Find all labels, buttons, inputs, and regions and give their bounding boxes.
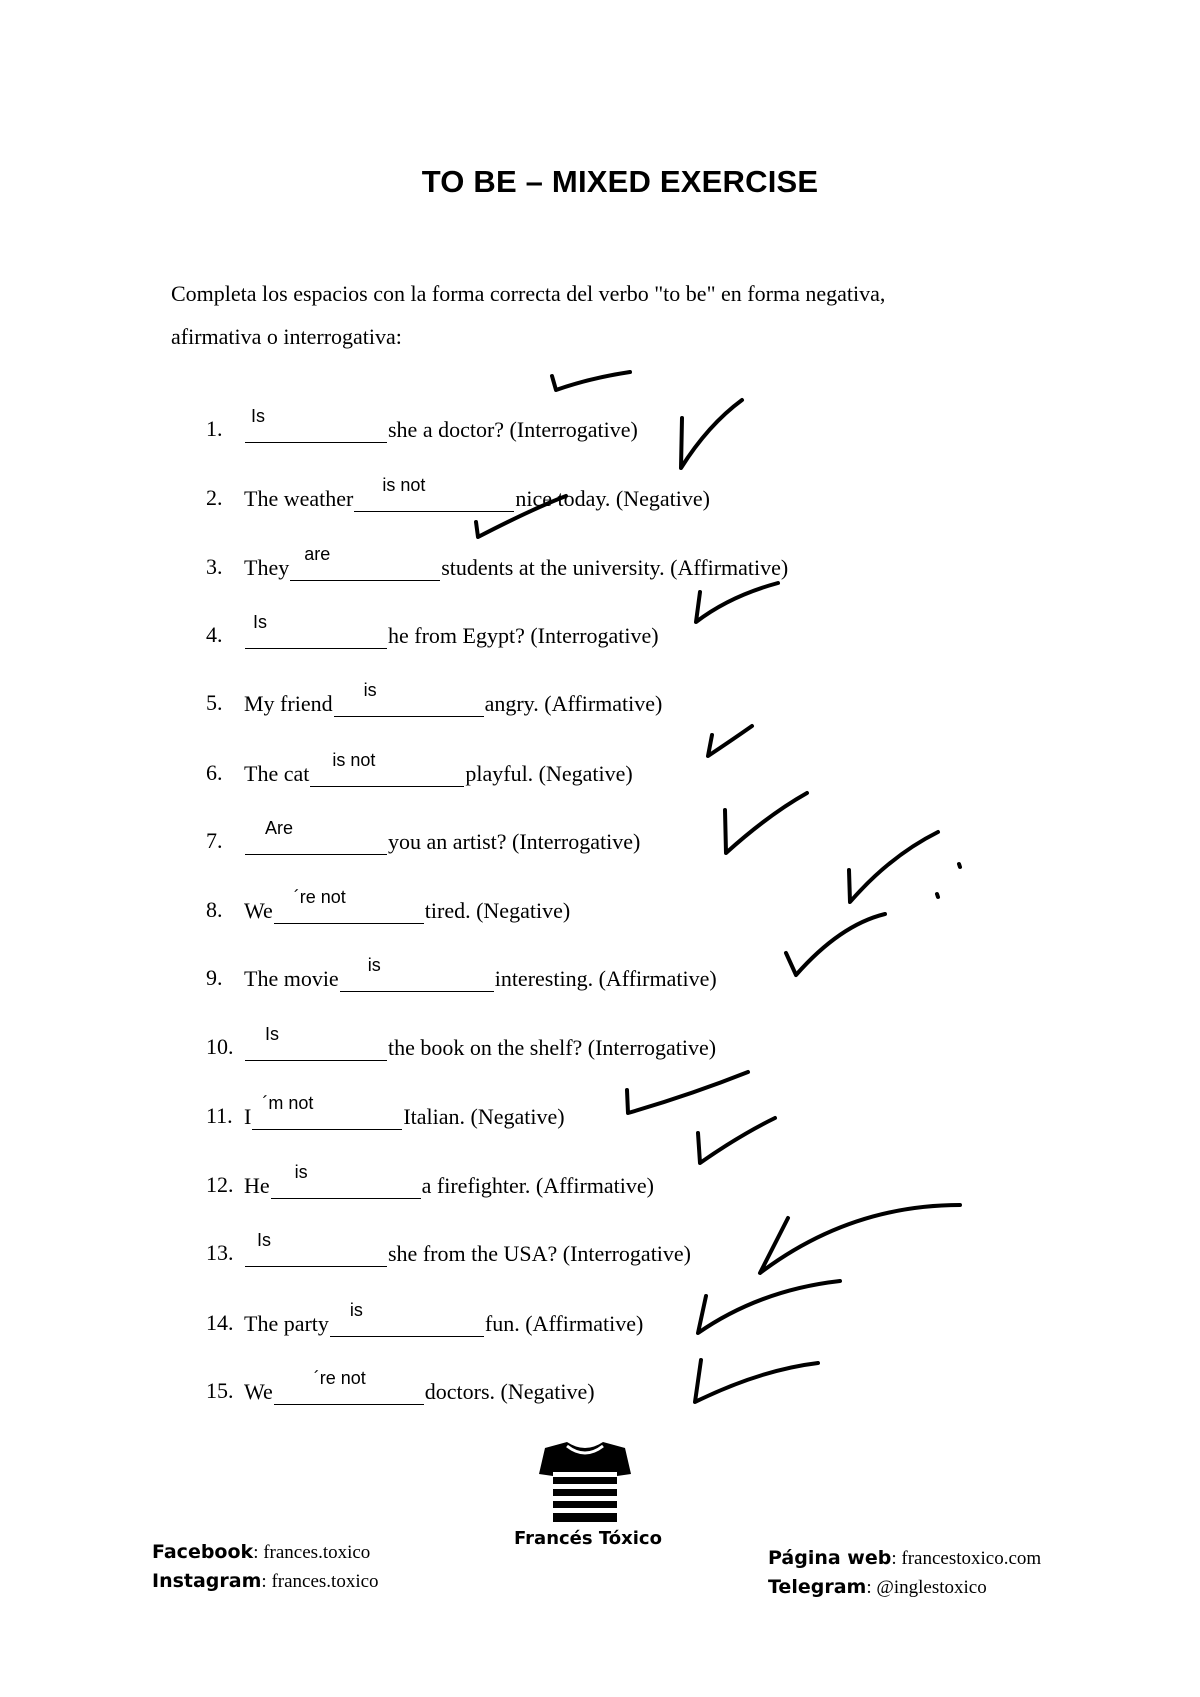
exercise-item [0, 820, 1200, 864]
answer-blank[interactable] [245, 818, 387, 855]
handwritten-answer: ´re not [313, 1368, 366, 1388]
exercise-text-before: The movie [244, 966, 339, 991]
exercise-text-before: The party [244, 1311, 329, 1336]
exercise-number: 9. [206, 965, 223, 990]
exercise-sentence [244, 818, 641, 855]
handwritten-answer: ´re not [293, 887, 346, 907]
exercise-number: 11. [206, 1103, 233, 1128]
exercise-number: 8. [206, 897, 223, 922]
answer-blank[interactable] [245, 406, 387, 443]
exercise-sentence [244, 475, 710, 512]
exercise-number: 14. [206, 1310, 234, 1335]
handwritten-answer: Is [257, 1230, 272, 1250]
exercise-item [0, 957, 1200, 1001]
brand-name: Francés Tóxico [514, 1528, 662, 1549]
answer-blank[interactable] [354, 475, 514, 512]
exercise-number: 7. [206, 828, 223, 853]
exercise-text-after: Italian. (Negative) [403, 1104, 565, 1129]
answer-blank[interactable] [245, 1230, 387, 1267]
exercise-number: 1. [206, 416, 223, 441]
exercise-text-after: nice today. (Negative) [515, 486, 710, 511]
exercise-text-after: a firefighter. (Affirmative) [421, 1173, 654, 1198]
exercise-text-after: doctors. (Negative) [424, 1379, 595, 1404]
handwritten-answer: Is [265, 1024, 280, 1044]
instagram-label: Instagram [152, 1570, 262, 1592]
exercise-number: 10. [206, 1034, 234, 1059]
exercise-sentence [244, 680, 663, 717]
instagram-value: frances.toxico [271, 1571, 379, 1592]
exercise-text-after: she from the USA? (Interrogative) [388, 1241, 692, 1266]
exercise-item [0, 408, 1200, 452]
handwritten-answer: is [367, 955, 381, 975]
exercise-number: 6. [206, 760, 223, 785]
handwritten-answer: is [363, 680, 377, 700]
exercise-item [0, 752, 1200, 796]
answer-blank[interactable] [340, 955, 494, 992]
footer-social-left: Facebook: frances.toxico Instagram: frances.toxico [152, 1541, 379, 1592]
web-label: Página web [768, 1547, 892, 1569]
handwritten-answer: is [294, 1162, 308, 1182]
answer-blank[interactable] [252, 1093, 402, 1130]
exercise-text-after: playful. (Negative) [465, 761, 633, 786]
exercise-text-before: We [244, 898, 273, 923]
exercise-number: 2. [206, 485, 223, 510]
instructions-line-2: afirmativa o interrogativa: [171, 324, 402, 349]
exercise-item [0, 1026, 1200, 1070]
footer-social-right: Página web: francestoxico.com Telegram: @inglestoxico [768, 1547, 1042, 1598]
exercise-item [0, 614, 1200, 658]
exercise-item [0, 682, 1200, 726]
instructions-line-1: Completa los espacios con la forma correcta del verbo "to be" en forma negativa, [171, 281, 886, 306]
exercise-sentence [244, 1024, 717, 1061]
handwritten-answer: is not [332, 750, 376, 770]
exercise-item [0, 1370, 1200, 1414]
exercise-sentence [244, 955, 717, 992]
exercise-text-after: tired. (Negative) [424, 898, 571, 923]
facebook-label: Facebook [152, 1541, 254, 1563]
exercise-sentence [244, 1162, 654, 1199]
exercise-sentence [244, 544, 789, 581]
answer-blank[interactable] [310, 750, 464, 787]
handwritten-answer: Are [265, 818, 294, 838]
exercise-sentence [244, 1300, 644, 1337]
exercise-item [0, 1095, 1200, 1139]
web-value: francestoxico.com [901, 1548, 1042, 1569]
handwritten-answer: is not [382, 475, 426, 495]
answer-blank[interactable] [290, 544, 440, 581]
exercise-sentence [244, 1230, 692, 1267]
exercise-item [0, 889, 1200, 933]
answer-blank[interactable] [274, 1368, 424, 1405]
exercise-text-after: he from Egypt? (Interrogative) [388, 623, 659, 648]
handwritten-answer: is [349, 1300, 363, 1320]
answer-blank[interactable] [245, 1024, 387, 1061]
handwritten-answer: are [304, 544, 331, 564]
handwritten-answer: Is [251, 406, 266, 426]
exercise-text-before: We [244, 1379, 273, 1404]
exercise-sentence [244, 406, 638, 443]
page-title: TO BE – MIXED EXERCISE [421, 164, 819, 199]
exercise-text-before: The cat [244, 761, 310, 786]
exercise-text-after: you an artist? (Interrogative) [388, 829, 641, 854]
exercise-item [0, 1164, 1200, 1208]
exercise-sentence [244, 1093, 565, 1130]
answer-blank[interactable] [271, 1162, 421, 1199]
exercise-text-before: The weather [244, 486, 354, 511]
answer-blank[interactable] [334, 680, 484, 717]
exercise-sentence [244, 1368, 595, 1405]
exercise-text-before: I [244, 1104, 252, 1129]
exercise-number: 13. [206, 1240, 234, 1265]
exercise-item [0, 1302, 1200, 1346]
exercise-text-after: angry. (Affirmative) [484, 691, 663, 716]
exercise-item [0, 546, 1200, 590]
exercise-text-after: interesting. (Affirmative) [494, 966, 717, 991]
exercise-text-after: fun. (Affirmative) [484, 1311, 644, 1336]
exercise-number: 15. [206, 1378, 234, 1403]
exercise-text-before: My friend [244, 691, 333, 716]
exercise-sentence [244, 750, 633, 787]
exercise-text-after: students at the university. (Affirmative) [441, 555, 789, 580]
telegram-label: Telegram [768, 1576, 867, 1598]
facebook-value: frances.toxico [263, 1542, 371, 1563]
exercise-text-before: They [244, 555, 290, 580]
answer-blank[interactable] [274, 887, 424, 924]
exercise-number: 4. [206, 622, 223, 647]
exercise-item [0, 1232, 1200, 1276]
telegram-value: @inglestoxico [876, 1577, 987, 1598]
handwritten-answer: Is [253, 612, 268, 632]
exercise-number: 12. [206, 1172, 234, 1197]
exercise-text-after: the book on the shelf? (Interrogative) [388, 1035, 717, 1060]
answer-blank[interactable] [245, 612, 387, 649]
exercise-text-after: she a doctor? (Interrogative) [388, 417, 638, 442]
handwritten-answer: ´m not [262, 1093, 314, 1113]
exercise-item [0, 477, 1200, 521]
exercise-number: 3. [206, 554, 223, 579]
exercise-sentence [244, 612, 659, 649]
answer-blank[interactable] [330, 1300, 484, 1337]
exercise-text-before: He [244, 1173, 270, 1198]
exercise-sentence [244, 887, 571, 924]
exercise-number: 5. [206, 690, 223, 715]
